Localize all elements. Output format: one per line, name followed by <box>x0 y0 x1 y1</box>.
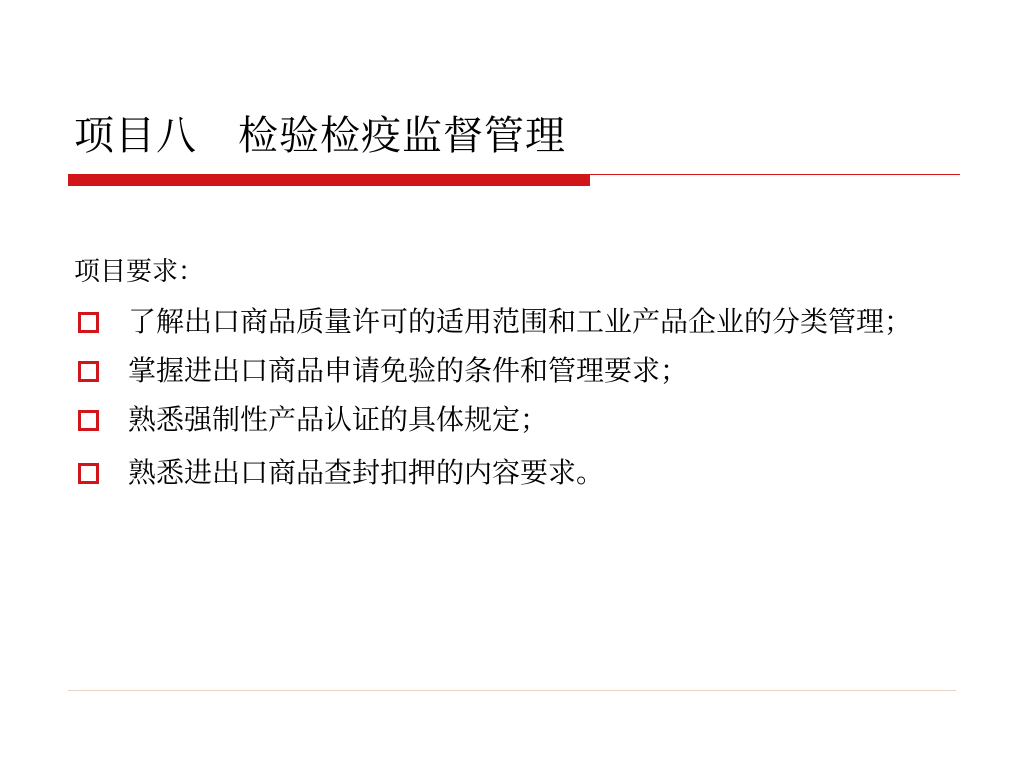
title-underline-thick <box>68 174 590 186</box>
hollow-square-bullet-icon <box>78 410 99 431</box>
list-item-text: 熟悉强制性产品认证的具体规定； <box>128 403 549 436</box>
list-item <box>74 300 954 343</box>
list-item <box>74 349 954 392</box>
requirements-list <box>74 300 954 500</box>
hollow-square-bullet-icon <box>78 312 99 333</box>
list-item <box>74 398 954 441</box>
list-item-text: 掌握进出口商品申请免验的条件和管理要求； <box>128 354 689 387</box>
hollow-square-bullet-icon <box>78 463 99 484</box>
slide-title: 项目八 检验检疫监督管理 <box>74 113 566 159</box>
section-heading: 项目要求： <box>74 257 205 287</box>
footer-divider <box>68 690 956 691</box>
title-underline-thin <box>590 174 960 175</box>
list-item <box>74 451 954 494</box>
list-item-text: 熟悉进出口商品查封扣押的内容要求。 <box>128 456 605 489</box>
list-item-text: 了解出口商品质量许可的适用范围和工业产品企业的分类管理； <box>128 305 913 338</box>
hollow-square-bullet-icon <box>78 361 99 382</box>
